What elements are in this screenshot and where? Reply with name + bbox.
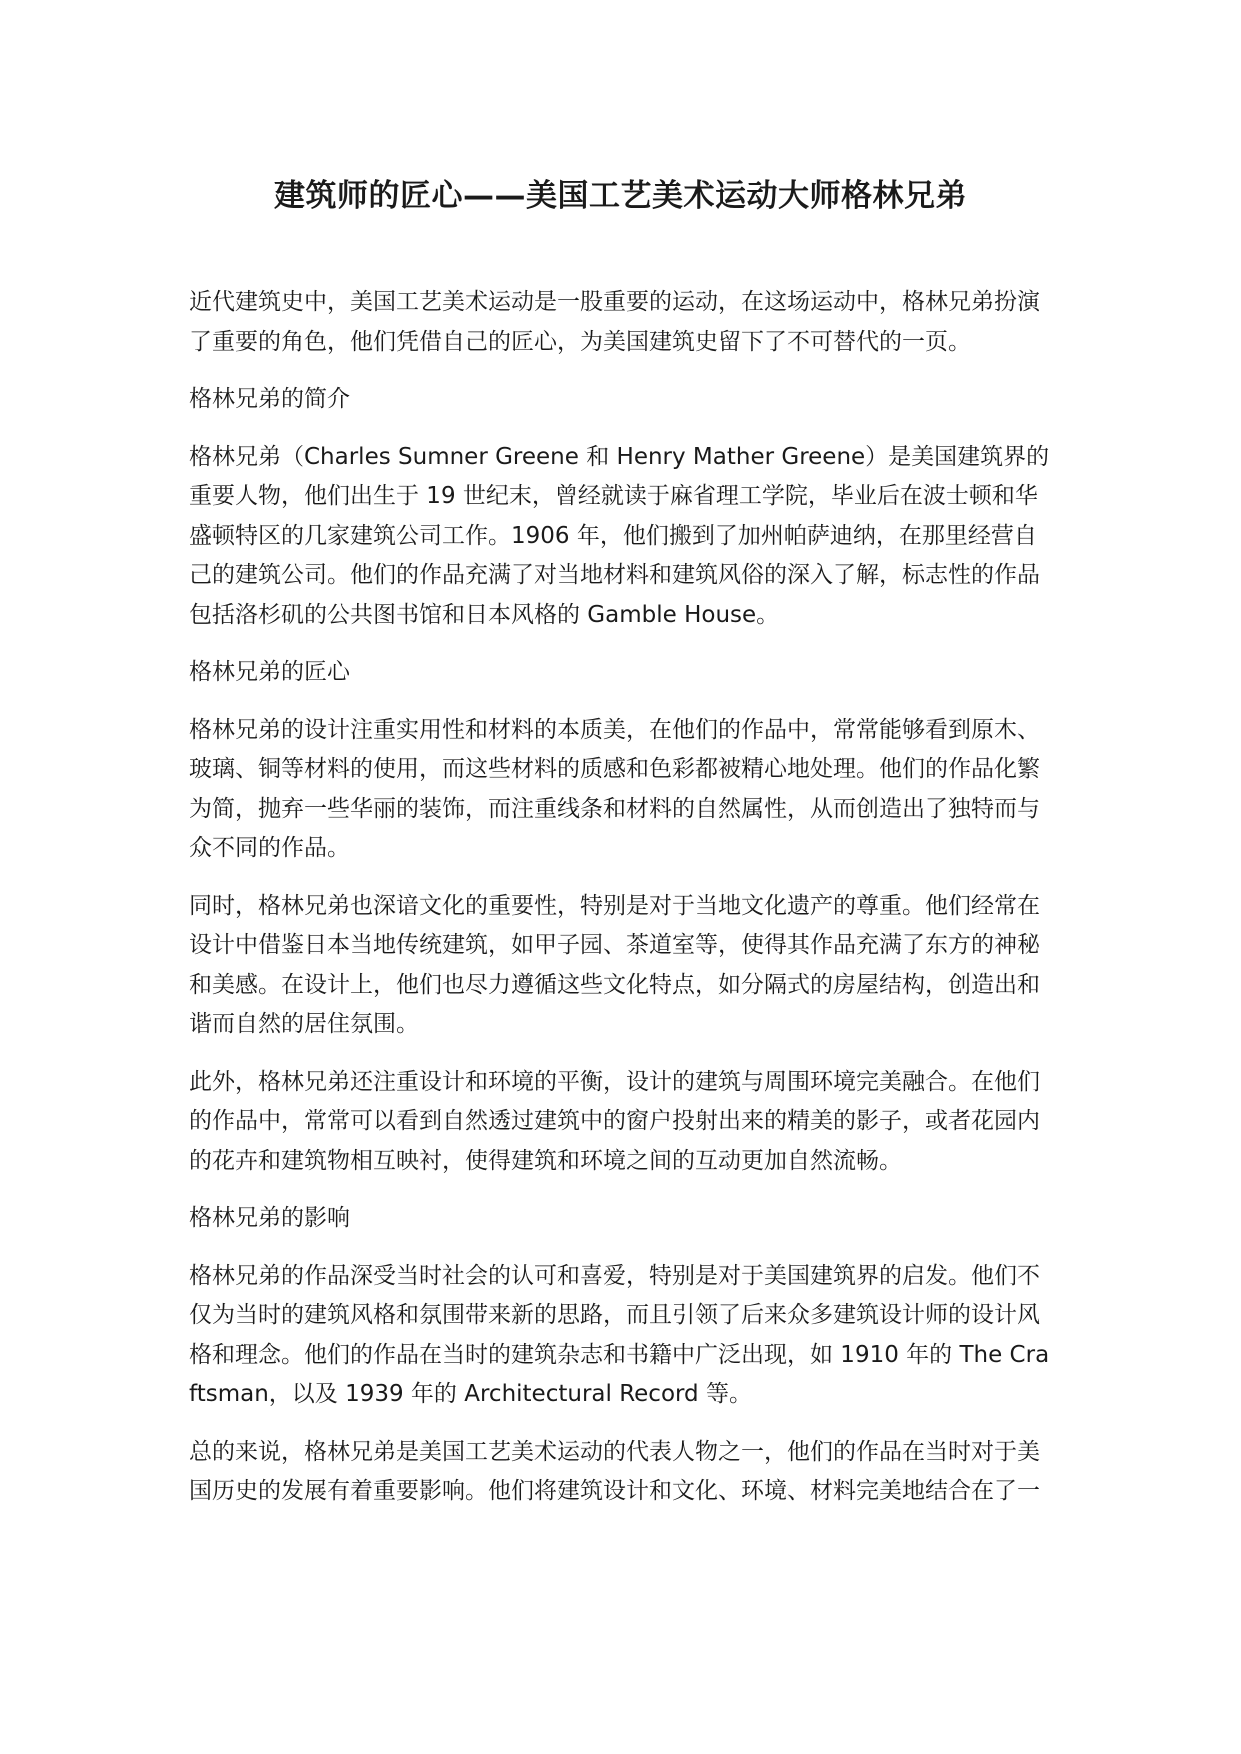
document-title: 建筑师的匠心——美国工艺美术运动大师格林兄弟 (274, 178, 967, 214)
introduction-paragraph: 格林兄弟（Charles Sumner Greene 和 Henry Mather Greene）是美国建筑界的重要人物，他们出生于 19 世纪末，曾经就读于麻省理工学院，毕业后在波士顿和华盛顿特区的几家建筑公司工作。1906 年，他们搬到了加州帕萨迪纳，在那里经营自己的建筑公司。他们的作品充满了对当地材料和建筑风俗的深入了解，标志性的作品包括洛杉矶的公共图书馆和日本风格的 Gamble House。 (189, 443, 1050, 628)
intro-paragraph: 近代建筑史中，美国工艺美术运动是一股重要的运动，在这场运动中，格林兄弟扮演了重要的角色，他们凭借自己的匠心，为美国建筑史留下了不可替代的一页。 (189, 289, 1040, 355)
craftsmanship-paragraph-3: 此外，格林兄弟还注重设计和环境的平衡，设计的建筑与周围环境完美融合。在他们的作品中，常常可以看到自然透过建筑中的窗户投射出来的精美的影子，或者花园内的花卉和建筑物相互映衬，使得建筑和环境之间的互动更加自然流畅。 (189, 1068, 1040, 1174)
section-heading-craftsmanship: 格林兄弟的匠心 (189, 659, 350, 685)
conclusion-paragraph: 总的来说，格林兄弟是美国工艺美术运动的代表人物之一，他们的作品在当时对于美国历史的发展有着重要影响。他们将建筑设计和文化、环境、材料完美地结合在了一 (189, 1438, 1040, 1504)
section-heading-introduction: 格林兄弟的简介 (189, 386, 350, 412)
section-heading-influence: 格林兄弟的影响 (189, 1205, 350, 1231)
craftsmanship-paragraph-1: 格林兄弟的设计注重实用性和材料的本质美，在他们的作品中，常常能够看到原木、玻璃、铜等材料的使用，而这些材料的质感和色彩都被精心地处理。他们的作品化繁为简，抛弃一些华丽的装饰，而注重线条和材料的自然属性，从而创造出了独特而与众不同的作品。 (189, 716, 1040, 861)
craftsmanship-paragraph-2: 同时，格林兄弟也深谙文化的重要性，特别是对于当地文化遗产的尊重。他们经常在设计中借鉴日本当地传统建筑，如甲子园、茶道室等，使得其作品充满了东方的神秘和美感。在设计上，他们也尽力遵循这些文化特点，如分隔式的房屋结构，创造出和谐而自然的居住氛围。 (189, 892, 1040, 1037)
document-body (189, 283, 1055, 1530)
influence-paragraph: 格林兄弟的作品深受当时社会的认可和喜爱，特别是对于美国建筑界的启发。他们不仅为当时的建筑风格和氛围带来新的思路，而且引领了后来众多建筑设计师的设计风格和理念。他们的作品在当时的建筑杂志和书籍中广泛出现，如 1910 年的 The Craftsman，以及 1939 年的 Architectural Record 等。 (189, 1262, 1050, 1407)
